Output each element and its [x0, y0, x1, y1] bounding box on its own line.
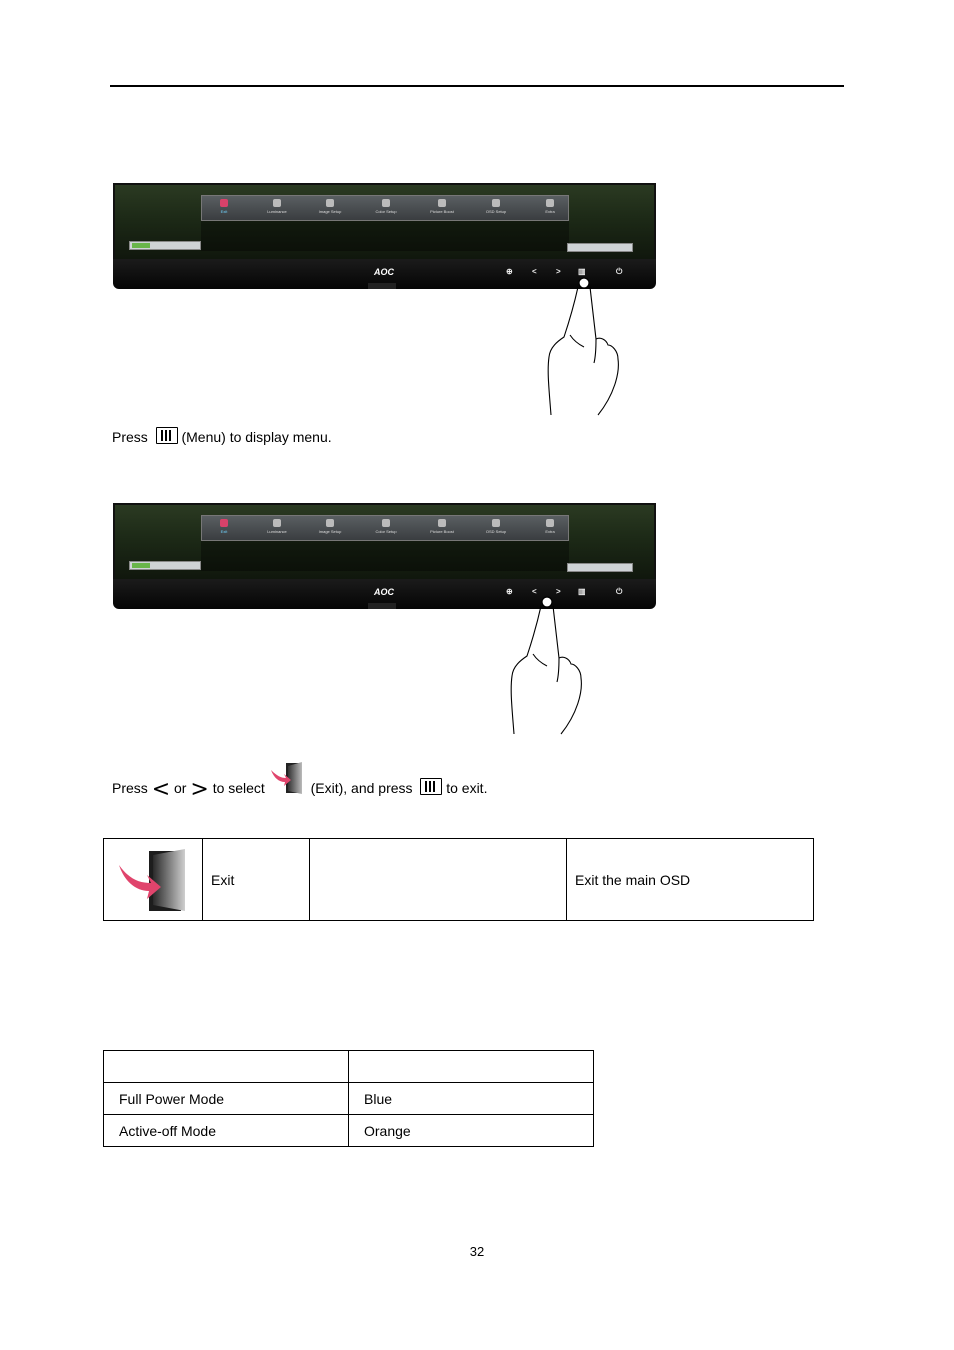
- color-setup-icon: [382, 519, 390, 527]
- osd-item-label: Extra: [545, 209, 555, 214]
- osd-item-label: Color Setup: [375, 529, 397, 534]
- luminance-icon: [273, 199, 281, 207]
- osd-status-strip-left: [129, 241, 201, 250]
- exit-icon-cell: [104, 839, 203, 921]
- osd-status-indicator: [132, 563, 150, 568]
- osd-item-extra: [530, 519, 570, 534]
- table-row: [104, 839, 814, 921]
- step2-press: Press: [112, 780, 148, 796]
- exit-blank-cell: [310, 839, 567, 921]
- osd-item-image-setup: [310, 519, 350, 534]
- picture-boost-icon: [438, 199, 446, 207]
- right-button: >: [556, 587, 561, 596]
- step2-or: or: [174, 780, 187, 796]
- source-button: ⊕: [506, 267, 513, 276]
- led-indicator-table: [103, 1050, 594, 1147]
- table-row: [104, 1083, 594, 1115]
- top-rule: [110, 85, 844, 87]
- osd-item-exit: [204, 199, 244, 214]
- exit-icon: [220, 199, 228, 207]
- exit-icon: [220, 519, 228, 527]
- step1-rest: (Menu) to display menu.: [181, 429, 332, 445]
- step2-to-exit: to exit.: [446, 780, 488, 796]
- osd-menu-bar: [201, 195, 569, 221]
- osd-item-image-setup: [310, 199, 350, 214]
- step1-text: [112, 427, 332, 445]
- step2-to-select: to select: [212, 780, 265, 796]
- menu-key-icon: [156, 427, 178, 444]
- osd-item-label: OSD Setup: [485, 529, 507, 534]
- osd-item-label: Luminance: [267, 529, 287, 534]
- extra-icon: [546, 199, 554, 207]
- picture-boost-icon: [438, 519, 446, 527]
- osd-item-extra: [530, 199, 570, 214]
- osd-item-label: Picture Boost: [430, 209, 454, 214]
- exit-description-cell: Exit the main OSD: [567, 839, 814, 921]
- color-setup-icon: [382, 199, 390, 207]
- osd-item-label: Color Setup: [375, 209, 397, 214]
- luminance-icon: [273, 519, 281, 527]
- right-button: >: [556, 267, 561, 276]
- osd-item-osd-setup: [476, 519, 516, 534]
- power-button: ⏻: [616, 267, 623, 276]
- extra-icon: [546, 519, 554, 527]
- osd-body: [201, 221, 569, 251]
- aoc-logo: AOC: [374, 267, 394, 277]
- power-button: ⏻: [616, 587, 623, 596]
- exit-icon: [115, 845, 191, 915]
- pointing-hand-icon: [540, 275, 630, 417]
- osd-menu-bar: [201, 515, 569, 541]
- left-button: <: [532, 587, 537, 596]
- osd-item-luminance: [257, 519, 297, 534]
- osd-item-label: Exit: [220, 529, 228, 534]
- step2-exit-and-press: (Exit), and press: [310, 780, 413, 796]
- menu-key-icon: [420, 778, 442, 795]
- page-number: 32: [469, 1244, 485, 1259]
- pointing-hand-icon: [503, 594, 593, 736]
- image-setup-icon: [326, 519, 334, 527]
- osd-item-label: Extra: [545, 529, 555, 534]
- exit-name-cell: Exit: [203, 839, 310, 921]
- exit-icon: [269, 760, 307, 796]
- step1-press: Press: [112, 429, 148, 445]
- osd-setup-icon: [492, 519, 500, 527]
- osd-item-color-setup: [366, 519, 406, 534]
- osd-body: [201, 541, 569, 571]
- osd-item-label: Image Setup: [318, 209, 342, 214]
- osd-status-strip-left: [129, 561, 201, 570]
- left-button: <: [532, 267, 537, 276]
- table-header-cell: [349, 1051, 594, 1083]
- osd-item-picture-boost: [422, 519, 462, 534]
- led-mode-cell: Active-off Mode: [104, 1115, 349, 1147]
- monitor-stand: [368, 283, 396, 289]
- led-mode-cell: Full Power Mode: [104, 1083, 349, 1115]
- led-color-cell: Orange: [349, 1115, 594, 1147]
- osd-status-strip-right: [567, 243, 633, 252]
- table-row: [104, 1115, 594, 1147]
- monitor-stand: [368, 603, 396, 609]
- aoc-logo: AOC: [374, 587, 394, 597]
- exit-function-table: [103, 838, 814, 921]
- menu-button: ▥: [578, 587, 586, 596]
- image-setup-icon: [326, 199, 334, 207]
- osd-item-picture-boost: [422, 199, 462, 214]
- osd-item-osd-setup: [476, 199, 516, 214]
- osd-item-label: Image Setup: [318, 529, 342, 534]
- table-header-row: [104, 1051, 594, 1083]
- osd-item-label: Exit: [220, 209, 228, 214]
- table-header-cell: [104, 1051, 349, 1083]
- osd-item-label: Picture Boost: [430, 529, 454, 534]
- osd-status-strip-right: [567, 563, 633, 572]
- chevron-right-icon: >: [190, 777, 209, 802]
- step2-text: [112, 760, 488, 802]
- menu-button: ▥: [578, 267, 586, 276]
- source-button: ⊕: [506, 587, 513, 596]
- led-color-cell: Blue: [349, 1083, 594, 1115]
- osd-item-exit: [204, 519, 244, 534]
- chevron-left-icon: <: [151, 777, 171, 802]
- osd-item-luminance: [257, 199, 297, 214]
- osd-item-label: Luminance: [267, 209, 287, 214]
- osd-status-indicator: [132, 243, 150, 248]
- osd-item-label: OSD Setup: [485, 209, 507, 214]
- osd-item-color-setup: [366, 199, 406, 214]
- osd-setup-icon: [492, 199, 500, 207]
